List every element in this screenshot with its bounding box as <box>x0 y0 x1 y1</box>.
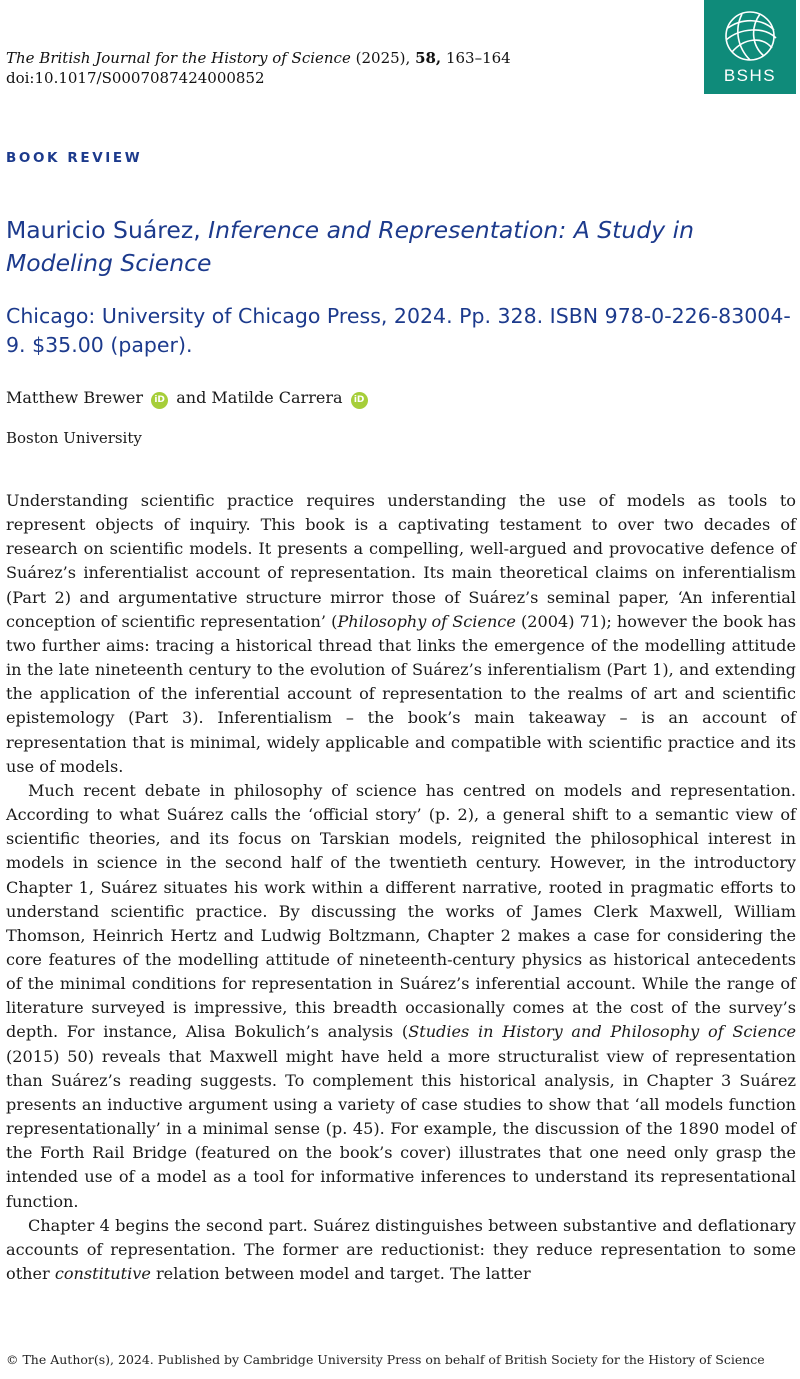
paragraph-text: Understanding scientific practice requires understanding the use of models as tools to represent objects of inquiry. This book is a captivating testament to over two decades of research on scientific models. It presents a compelling, well-argued and provocative defence of Suárez’s inferentialist account of representation. Its main theoretical claims on inferentialism (Part 2) and argumentative structure mirror those of Suárez’s seminal paper, ‘An inferential conception of scientific representation’ ( <box>6 491 796 631</box>
copyright-footer: © The Author(s), 2024. Published by Cambridge University Press on behalf of British Society for the History of Science <box>6 1352 765 1367</box>
section-label: BOOK REVIEW <box>6 150 143 166</box>
journal-citation <box>6 48 511 88</box>
bshs-logo <box>704 0 796 94</box>
orcid-icon[interactable]: iD <box>351 392 368 409</box>
book-author: Mauricio Suárez, <box>6 216 201 244</box>
review-title <box>6 214 796 280</box>
paragraph-text: relation between model and target. The latter <box>150 1264 531 1283</box>
paragraph-text: Chapter 4 begins the second part. Suárez distinguishes between substantive and deflationary accounts of representation. The former are reductionist: they reduce representation to some other <box>6 1215 796 1283</box>
journal-citation-line <box>6 48 511 68</box>
author-name: Matthew Brewer <box>6 388 144 407</box>
doi: doi:10.1017/S0007087424000852 <box>6 69 265 87</box>
emphasis: constitutive <box>54 1264 151 1283</box>
author-name: and Matilde Carrera <box>176 388 343 407</box>
journal-year: (2025), <box>355 49 411 67</box>
paragraph <box>6 1214 796 1286</box>
paragraph <box>6 489 796 779</box>
affiliation: Boston University <box>6 429 142 447</box>
paragraph-text: (2004) 71); however the book has two further aims: tracing a historical thread that links the emergence of the modelling attitude in the late nineteenth century to the evolution of Suárez’s inferentialism (Part 1), and extending the application of the inferential account of representation to the realms of art and scientific epistemology (Part 3). Inferentialism – the book’s main takeaway – is an account of representation that is minimal, widely applicable and compatible with scientific practice and its use of models. <box>6 611 796 776</box>
cited-journal: Philosophy of Science <box>337 611 516 631</box>
paragraph <box>6 779 796 1214</box>
book-title: Inference and Representation: A Study in Modeling Science <box>6 216 694 277</box>
journal-volume: 58, <box>415 49 442 67</box>
article-body <box>6 489 796 1286</box>
orcid-icon[interactable]: iD <box>151 392 168 409</box>
journal-name: The British Journal for the History of Science <box>6 49 351 67</box>
globe-icon <box>720 8 780 64</box>
paragraph-text: (2015) 50) reveals that Maxwell might have held a more structuralist view of representation than Suárez’s reading suggests. To complement this historical analysis, in Chapter 3 Suárez presents an inductive argument using a variety of case studies to show that ‘all models function representationally’ in a minimal sense (p. 45). For example, the discussion of the 1890 model of the Forth Rail Bridge (featured on the book’s cover) illustrates that one need only grasp the intended use of a model as a tool for informative inferences to understand its representational function. <box>6 1046 796 1211</box>
paragraph-text: Much recent debate in philosophy of science has centred on models and representation. According to what Suárez calls the ‘official story’ (p. 2), a general shift to a semantic view of scientific theories, and its focus on Tarskian models, reignited the philosophical interest in models in science in the second half of the twentieth century. However, in the introductory Chapter 1, Suárez situates his work within a different narrative, rooted in pragmatic efforts to understand scientific practice. By discussing the works of James Clerk Maxwell, William Thomson, Heinrich Hertz and Ludwig Boltzmann, Chapter 2 makes a case for considering the core features of the modelling attitude of nineteenth-century physics as historical antecedents of the minimal conditions for representation in Suárez’s inferential account. While the range of literature surveyed is impressive, this breadth occasionally comes at the cost of the survey’s depth. For instance, Alisa Bokulich’s analysis ( <box>6 780 796 1042</box>
publication-details: Chicago: University of Chicago Press, 2024. Pp. 328. ISBN 978-0-226-83004-9. $35.00 (paper). <box>6 304 791 357</box>
review-authors <box>6 387 371 409</box>
logo-text: BSHS <box>723 66 777 85</box>
cited-journal: Studies in History and Philosophy of Science <box>408 1022 796 1042</box>
journal-pages: 163–164 <box>445 49 511 67</box>
